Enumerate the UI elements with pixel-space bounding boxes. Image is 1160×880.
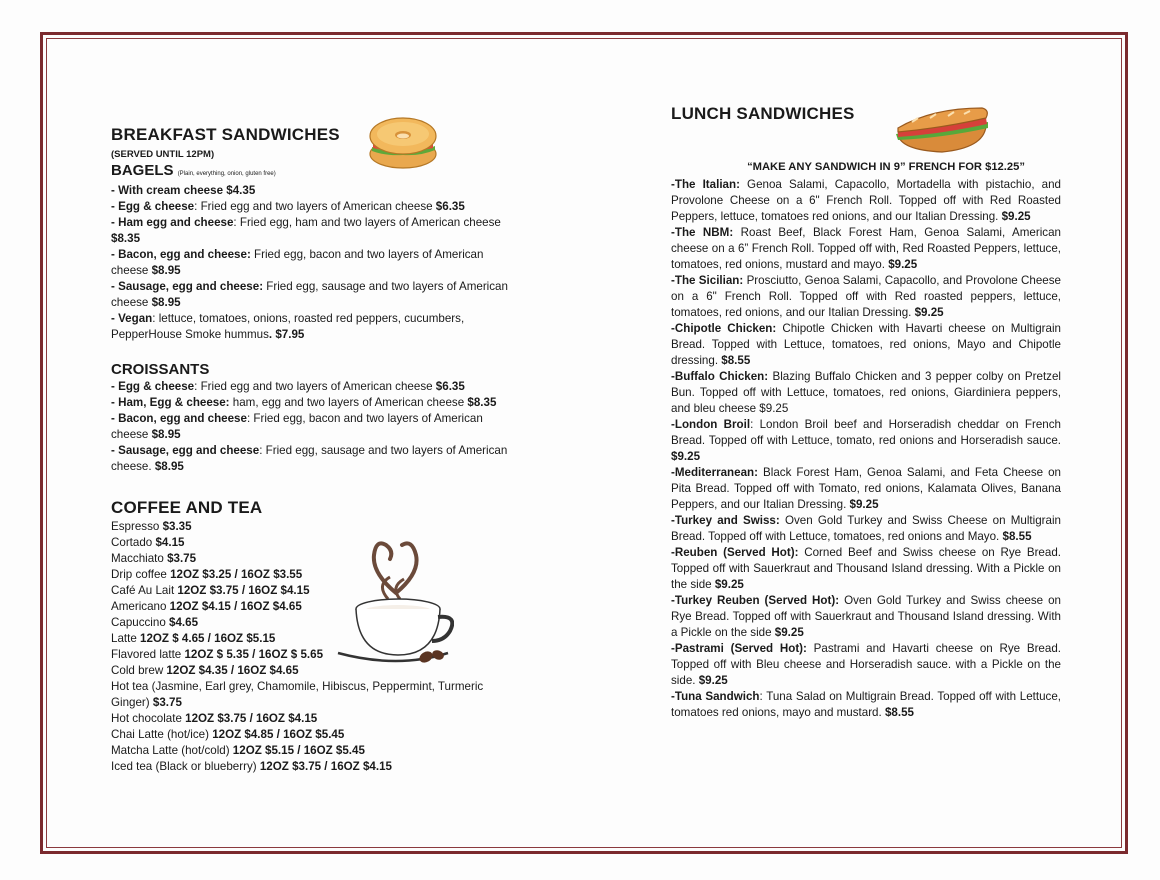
drink-item: Espresso $3.35 — [111, 520, 192, 533]
croissants-title: CROISSANTS — [111, 361, 210, 378]
drink-item: Cortado $4.15 — [111, 536, 185, 549]
french-roll-upgrade-note: “MAKE ANY SANDWICH IN 9” FRENCH FOR $12.25” — [747, 161, 1025, 173]
menu-item: -Tuna Sandwich: Tuna Salad on Multigrain Bread. Topped off with Lettuce, tomatoes red onions, mayo and mustard. $8.55 — [671, 690, 1062, 719]
menu-item: -Turkey Reuben (Served Hot): Oven Gold Turkey and Swiss cheese on Rye Bread. Topped off with Sauerkraut and Thousand Island dressing. With a Pickle on the side $9.25 — [671, 594, 1061, 639]
lunch-title: LUNCH SANDWICHES — [671, 104, 855, 123]
menu-item: -Pastrami (Served Hot): Pastrami and Havarti cheese on Rye Bread. Topped off with Bleu cheese and Horseradish sauce. with a Pickle on the side. $9.25 — [671, 642, 1061, 687]
menu-item: - Bacon, egg and cheese: Fried egg, bacon and two layers of American cheese $8.95 — [111, 248, 484, 277]
menu-item: - Ham egg and cheese: Fried egg, ham and two layers of American cheese $8.35 — [111, 216, 501, 245]
menu-item: - Egg & cheese: Fried egg and two layers of American cheese $6.35 — [111, 380, 465, 393]
menu-item: -The Sicilian: Prosciutto, Genoa Salami, Capacollo, and Provolone Cheese on a 6" French Roll. Topped off with Red roasted peppers, lettuce, tomatoes, red onions, and our Italian Dressing. $9.25 — [671, 274, 1061, 319]
drink-item: Hot tea (Jasmine, Earl grey, Chamomile, Hibiscus, Peppermint, Turmeric Ginger) $3.75 — [111, 680, 484, 709]
coffee-list — [111, 519, 511, 775]
menu-item: - Vegan: lettuce, tomatoes, onions, roasted red peppers, cucumbers, PepperHouse Smoke hummus. $7.95 — [111, 312, 465, 341]
menu-item: - Sausage, egg and cheese: Fried egg, sausage and two layers of American cheese. $8.95 — [111, 444, 508, 473]
left-column — [111, 124, 511, 775]
croissants-list — [111, 379, 511, 475]
drink-item: Chai Latte (hot/ice) 12OZ $4.85 / 16OZ $5.45 — [111, 728, 345, 741]
breakfast-served-note: (SERVED UNTIL 12PM) — [111, 149, 215, 160]
bagels-variety-note: (Plain, everything, onion, gluten free) — [177, 171, 276, 177]
drink-item: Capuccino $4.65 — [111, 616, 199, 629]
bagels-title: BAGELS (Plain, everything, onion, gluten free) — [111, 162, 276, 179]
menu-item: - Sausage, egg and cheese: Fried egg, sausage and two layers of American cheese $8.95 — [111, 280, 508, 309]
breakfast-title: BREAKFAST SANDWICHES — [111, 125, 340, 144]
coffee-title: COFFEE AND TEA — [111, 498, 263, 517]
drink-item: Americano 12OZ $4.15 / 16OZ $4.65 — [111, 600, 302, 613]
menu-item: -The Italian: Genoa Salami, Capacollo, Mortadella with pistachio, and Provolone Cheese on a 6" French Roll. Topped off with Red Roasted Peppers, lettuce, tomatoes red onions, and our Italian Dressing. $9.25 — [671, 178, 1062, 223]
menu-item: - Ham, Egg & cheese: ham, egg and two layers of American cheese $8.35 — [111, 396, 497, 409]
drink-item: Macchiato $3.75 — [111, 552, 197, 565]
menu-item: - Bacon, egg and cheese: Fried egg, bacon and two layers of American cheese $8.95 — [111, 412, 483, 441]
drink-item: Café Au Lait 12OZ $3.75 / 16OZ $4.15 — [111, 584, 310, 597]
drink-item: Flavored latte 12OZ $ 5.35 / 16OZ $ 5.65 — [111, 648, 324, 661]
menu-item: -Turkey and Swiss: Oven Gold Turkey and Swiss Cheese on Multigrain Bread. Topped off with Lettuce, tomatoes, red onions and Mayo. $8.55 — [671, 514, 1061, 543]
drink-item: Latte 12OZ $ 4.65 / 16OZ $5.15 — [111, 632, 276, 645]
bagels-list — [111, 183, 511, 343]
right-column — [671, 103, 1061, 721]
menu-item: -London Broil: London Broil beef and Horseradish cheddar on French Bread. Topped off with Lettuce, tomato, red onions and Horseradish sauce. $9.25 — [671, 418, 1061, 463]
menu-item: -Chipotle Chicken: Chipotle Chicken with Havarti cheese on Multigrain Bread. Topped with Lettuce, tomatoes, red onions, Mayo and Chipotle dressing. $8.55 — [671, 322, 1061, 367]
lunch-list — [671, 177, 1061, 721]
menu-item: -Mediterranean: Black Forest Ham, Genoa Salami, and Feta Cheese on Pita Bread. Topped off with Tomato, red onions, Kalamata Olives, Banana Peppers, and our Italian Dressing. $9.25 — [671, 466, 1061, 511]
menu-item: -The NBM: Roast Beef, Black Forest Ham, Genoa Salami, American cheese on a 6” French Roll. Topped off with, Red Roasted Peppers, lettuce, tomatoes, red onions, mustard and mayo. $9.25 — [671, 226, 1061, 271]
drink-item: Matcha Latte (hot/cold) 12OZ $5.15 / 16OZ $5.45 — [111, 744, 365, 757]
drink-item: Cold brew 12OZ $4.35 / 16OZ $4.65 — [111, 664, 299, 677]
drink-item: Hot chocolate 12OZ $3.75 / 16OZ $4.15 — [111, 712, 318, 725]
menu-item: -Reuben (Served Hot): Corned Beef and Swiss cheese on Rye Bread. Topped off with Sauerkraut and Thousand Island dressing. With a Pickle on the side $9.25 — [671, 546, 1061, 591]
drink-item: Iced tea (Black or blueberry) 12OZ $3.75 / 16OZ $4.15 — [111, 760, 392, 773]
drink-item: Drip coffee 12OZ $3.25 / 16OZ $3.55 — [111, 568, 303, 581]
menu-item: - Egg & cheese: Fried egg and two layers of American cheese $6.35 — [111, 200, 465, 213]
menu-item: - With cream cheese $4.35 — [111, 184, 256, 197]
menu-item: -Buffalo Chicken: Blazing Buffalo Chicken and 3 pepper colby on Pretzel Bun. Topped off with Lettuce, tomatoes, red onions, Giardiniera peppers, and bleu cheese $9.25 — [671, 370, 1061, 415]
